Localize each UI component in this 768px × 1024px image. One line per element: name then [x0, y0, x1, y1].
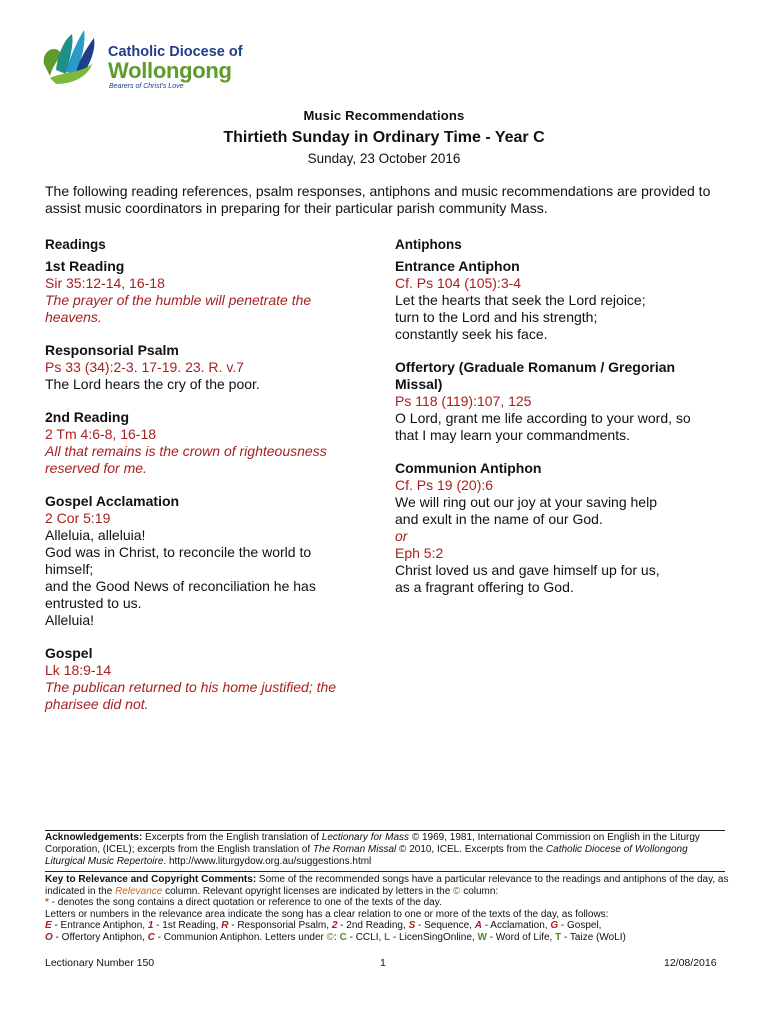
page-number: 1	[380, 957, 386, 969]
divider	[45, 871, 725, 872]
second-reading-title: 2nd Reading	[45, 409, 130, 425]
communion-antiphon-line: and exult in the name of our God.	[395, 511, 603, 527]
code-text: - CCLI,	[346, 931, 385, 943]
key-intro	[45, 874, 735, 897]
offertory-title: Offertory (Graduale Romanum / Gregorian	[395, 359, 676, 375]
ack-label: Acknowledgements:	[45, 832, 143, 843]
entrance-antiphon-line: constantly seek his face.	[395, 326, 548, 342]
acclamation-section	[45, 493, 365, 629]
communion-antiphon-ref: Cf. Ps 19 (20):6	[395, 477, 494, 493]
entrance-antiphon-section	[395, 258, 730, 343]
code-S: S	[408, 920, 416, 931]
code-A: A	[474, 920, 482, 931]
code-W: W	[477, 931, 487, 943]
key-letters: Letters or numbers in the relevance area indicate the song has a clear relation to one or more of the texts of the day, as follows:	[45, 908, 609, 920]
acknowledgements	[45, 832, 725, 868]
key-text: Some of the recommended songs have a particular relevance to the readings and antiphons of the day, as indicated in the	[45, 874, 729, 897]
key-codes-2	[45, 932, 735, 944]
key-codes-1	[45, 920, 735, 932]
antiphons-heading: Antiphons	[395, 237, 462, 252]
communion-antiphon-line: We will ring out our joy at your saving help	[395, 494, 657, 510]
document-label: Music Recommendations	[303, 108, 465, 123]
code-R: R	[221, 920, 229, 931]
copyright-symbol: ©	[453, 885, 461, 897]
code-E: E	[45, 920, 52, 931]
gospel-ref: Lk 18:9-14	[45, 662, 112, 678]
copyright-symbol: ©	[326, 931, 335, 943]
code-text: - 1st Reading,	[153, 920, 222, 931]
intro-paragraph: The following reading references, psalm responses, antiphons and music recommendations are provided to assist music coordinators in preparing for their particular parish community Mass.	[45, 183, 711, 216]
ack-repertoire: Catholic Diocese of Wollongong Liturgical Music Repertoire	[45, 844, 688, 867]
code-text: - Gospel,	[558, 920, 602, 931]
ack-text: © 1969, 1981, International Commission on English in the Liturgy Corporation, (ICEL); excerpts from the English translation of	[45, 832, 700, 855]
first-reading-section	[45, 258, 365, 326]
gospel-section	[45, 645, 365, 713]
logo-line-1: Catholic Diocese of	[108, 44, 243, 60]
psalm-ref: Ps 33 (34):2-3. 17-19. 23. R. v.7	[45, 359, 244, 375]
second-reading-text-cont: reserved for me.	[45, 460, 147, 476]
diocese-logo	[38, 24, 278, 88]
communion-antiphon-line: Christ loved us and gave himself up for us,	[395, 562, 660, 578]
logo-tagline: Bearers of Christ's Love	[109, 83, 184, 90]
ack-lectionary: Lectionary for Mass	[321, 832, 410, 843]
entrance-antiphon-ref: Cf. Ps 104 (105):3-4	[395, 275, 522, 291]
ack-url: . http://www.liturgydow.org.au/suggestions.html	[163, 856, 372, 867]
hand-logo-icon	[38, 24, 104, 86]
code-text: - Acclamation,	[481, 920, 551, 931]
lectionary-number: Lectionary Number 150	[45, 957, 155, 969]
first-reading-title: 1st Reading	[45, 258, 125, 274]
first-reading-ref: Sir 35:12-14, 16-18	[45, 275, 165, 291]
code-L: L	[384, 931, 391, 943]
key-relevance: Relevance	[115, 885, 163, 897]
second-reading-text: All that remains is the crown of righteousness	[45, 443, 327, 459]
offertory-line: that I may learn your commandments.	[395, 427, 630, 443]
logo-line-2: Wollongong	[108, 58, 232, 83]
first-reading-text-cont: heavens.	[45, 309, 102, 325]
antiphons-column	[395, 236, 730, 612]
code-text: - Word of Life,	[486, 931, 556, 943]
gospel-text: The publican returned to his home justified; the	[45, 679, 337, 695]
offertory-title-cont: Missal)	[395, 376, 443, 392]
communion-antiphon-ref-2: Eph 5:2	[395, 545, 444, 561]
psalm-title: Responsorial Psalm	[45, 342, 179, 358]
code-1: 1	[147, 920, 154, 931]
entrance-antiphon-title: Entrance Antiphon	[395, 258, 520, 274]
document-title: Thirtieth Sunday in Ordinary Time - Year C	[223, 129, 545, 146]
acclamation-line: Alleluia, alleluia!	[45, 527, 146, 543]
second-reading-section	[45, 409, 365, 477]
offertory-section	[395, 359, 730, 444]
entrance-antiphon-line: turn to the Lord and his strength;	[395, 309, 598, 325]
divider	[45, 830, 725, 831]
second-reading-ref: 2 Tm 4:6-8, 16-18	[45, 426, 157, 442]
communion-antiphon-title: Communion Antiphon	[395, 460, 542, 476]
code-text: - Entrance Antiphon,	[51, 920, 148, 931]
key-label: Key to Relevance and Copyright Comments:	[45, 874, 257, 885]
entrance-antiphon-line: Let the hearts that seek the Lord rejoice;	[395, 292, 646, 308]
first-reading-text: The prayer of the humble will penetrate the	[45, 292, 312, 308]
star-marker: *	[45, 897, 49, 908]
ack-text: Excerpts from the English translation of	[142, 832, 322, 843]
code-text: - 2nd Reading,	[337, 920, 409, 931]
code-text: - Communion Antiphon. Letters under	[154, 931, 327, 943]
readings-heading: Readings	[45, 237, 106, 252]
code-text: - Responsorial Psalm,	[228, 920, 332, 931]
footer-date: 12/08/2016	[664, 957, 717, 969]
code-2: 2	[331, 920, 338, 931]
code-text: - Taize (WoLI)	[561, 931, 626, 943]
code-text: :	[334, 931, 340, 943]
key-star	[45, 897, 735, 909]
offertory-ref: Ps 118 (119):107, 125	[395, 393, 532, 409]
acclamation-title: Gospel Acclamation	[45, 493, 180, 509]
code-text: - Sequence,	[415, 920, 475, 931]
ack-roman-missal: The Roman Missal	[312, 844, 397, 855]
document-date: Sunday, 23 October 2016	[307, 151, 461, 166]
communion-or: or	[395, 528, 408, 544]
code-T: T	[555, 931, 562, 943]
relevance-key	[45, 874, 735, 943]
code-text: - Offertory Antiphon,	[52, 931, 148, 943]
gospel-text-cont: pharisee did not.	[45, 696, 149, 712]
ack-text: © 2010, ICEL. Excerpts from the	[396, 844, 546, 855]
code-text: - LicenSingOnline,	[390, 931, 478, 943]
communion-antiphon-line: as a fragrant offering to God.	[395, 579, 574, 595]
acclamation-line: entrusted to us.	[45, 595, 142, 611]
code-G: G	[550, 920, 559, 931]
readings-column	[45, 236, 365, 729]
acclamation-line: God was in Christ, to reconcile the world to	[45, 544, 312, 560]
code-CCLI: C	[339, 931, 347, 943]
offertory-line: O Lord, grant me life according to your word, so	[395, 410, 691, 426]
code-O: O	[45, 931, 53, 943]
code-C: C	[147, 931, 155, 943]
gospel-title: Gospel	[45, 645, 93, 661]
key-text: column. Relevant opyright licenses are indicated by letters in the	[162, 885, 454, 897]
communion-antiphon-section	[395, 460, 730, 596]
key-text: - denotes the song contains a direct quotation or reference to one of the texts of the day.	[48, 897, 442, 908]
psalm-section	[45, 342, 365, 393]
psalm-response: The Lord hears the cry of the poor.	[45, 376, 260, 392]
acclamation-ref: 2 Cor 5:19	[45, 510, 111, 526]
acclamation-line: Alleluia!	[45, 612, 95, 628]
acclamation-line: himself;	[45, 561, 94, 577]
key-text: column:	[460, 885, 499, 897]
acclamation-line: and the Good News of reconciliation he has	[45, 578, 316, 594]
